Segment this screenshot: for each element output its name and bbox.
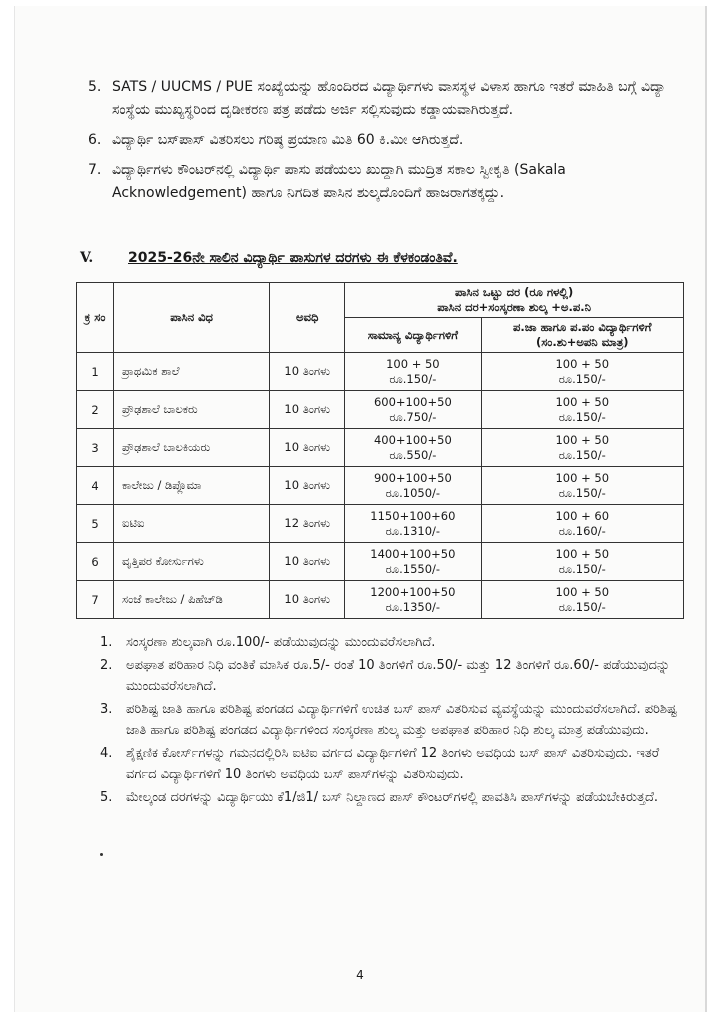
list-item [88,76,678,122]
cell-period: 12 ತಿಂಗಳು [270,505,345,543]
cell-scst-fee-calc: 100 + 50 [555,470,610,485]
notes-list [100,632,680,810]
cell-scst-fee-total: ರೂ.150/- [558,599,606,614]
cell-scst-fee-total: ರೂ.150/- [558,409,606,424]
cell-general-fee-calc: 400+100+50 [373,432,452,447]
fee-table-body [77,353,684,619]
header-scst-line2: (ಸಂ.ಶು+ಅಪನಿ ಮಾತ್ರ) [535,335,629,349]
item-number: 2. [100,658,113,673]
cell-sl: 6 [77,543,114,581]
cell-scst-fee-total: ರೂ.150/- [558,561,606,576]
item-text: ವಿದ್ಯಾರ್ಥಿಗಳು ಕೌಂಟರ್‌ನಲ್ಲಿ ವಿದ್ಯಾರ್ಥಿ ಪಾಸು ಪಡೆಯಲು ಖುದ್ದಾಗಿ ಮುದ್ರಿತ ಸಕಾಲ ಸ್ವೀಕೃತಿ (Sakala Acknowledgement) ಹಾಗೂ ನಿಗದಿತ ಪಾಸಿನ ಶುಲ್ಕದೊಂದಿಗೆ ಹಾಜರಾಗತಕ್ಕದ್ದು. [112,162,566,201]
cell-general-fee [345,353,481,391]
item-text: ಶೈಕ್ಷಣಿಕ ಕೋರ್ಸ್‌ಗಳನ್ನು ಗಮನದಲ್ಲಿರಿಸಿ ಐಟಿಐ ವರ್ಗದ ವಿದ್ಯಾರ್ಥಿಗಳಿಗೆ 12 ತಿಂಗಳು ಅವಧಿಯ ಬಸ್ ಪಾಸ್ ವಿತರಿಸುವುದು. ಇತರೆ ವರ್ಗದ ವಿದ್ಯಾರ್ಥಿಗಳಿಗೆ 10 ತಿಂಗಳು ಅವಧಿಯ ಬಸ್ ಪಾಸ್‌ಗಳನ್ನು ವಿತರಿಸುವುದು. [126,746,660,782]
cell-scst-fee [481,391,684,429]
cell-general-fee-calc: 1200+100+50 [370,584,456,599]
cell-scst-fee [481,467,684,505]
cell-pass-type: ಪ್ರೌಢಶಾಲೆ ಬಾಲಕಿಯರು [114,429,270,467]
list-item [88,129,678,152]
cell-period: 10 ತಿಂಗಳು [270,391,345,429]
header-total-line1: ಪಾಸಿನ ಒಟ್ಟು ದರ (ರೂ ಗಳಲ್ಲಿ) [454,285,574,299]
item-text: SATS / UUCMS / PUE ಸಂಖ್ಯೆಯನ್ನು ಹೊಂದಿರದ ವಿದ್ಯಾರ್ಥಿಗಳು ವಾಸಸ್ಥಳ ವಿಳಾಸ ಹಾಗೂ ಇತರೆ ಮಾಹಿತಿ ಬಗ್ಗೆ ವಿದ್ಯಾ ಸಂಸ್ಥೆಯ ಮುಖ್ಯಸ್ಥರಿಂದ ದೃಡೀಕರಣ ಪತ್ರ ಪಡೆದು ಅರ್ಜಿ ಸಲ್ಲಿಸುವುದು ಕಡ್ಡಾಯವಾಗಿರುತ್ತದೆ. [112,79,666,118]
cell-scst-fee [481,543,684,581]
cell-scst-fee-calc: 100 + 50 [555,394,610,409]
cell-general-fee-calc: 1150+100+60 [370,508,456,523]
cell-general-fee [345,429,481,467]
cell-sl: 2 [77,391,114,429]
item-text: ಮೇಲ್ಕಂಡ ದರಗಳನ್ನು ವಿದ್ಯಾರ್ಥಿಯು ಕೆ1/ಜಿ1/ ಬಸ್ ನಿಲ್ದಾಣದ ಪಾಸ್ ಕೌಂಟರ್‌ಗಳಲ್ಲಿ ಪಾವತಿಸಿ ಪಾಸ್‌ಗಳನ್ನು ಪಡೆಯಬೇಕಿರುತ್ತದೆ. [126,790,659,805]
header-total-line2: ಪಾಸಿನ ದರ+ಸಂಸ್ಕರಣಾ ಶುಲ್ಕ +ಅ.ಪ.ನಿ [437,300,591,314]
page-number: 4 [356,968,364,982]
cell-general-fee-total: ರೂ.750/- [389,409,437,424]
cell-pass-type: ವೃತ್ತಿಪರ ಕೋರ್ಸುಗಳು [114,543,270,581]
cell-general-fee-total: ರೂ.1550/- [385,561,441,576]
cell-period: 10 ತಿಂಗಳು [270,429,345,467]
cell-scst-fee-total: ರೂ.150/- [558,447,606,462]
item-text: ಪರಿಶಿಷ್ಟ ಜಾತಿ ಹಾಗೂ ಪರಿಶಿಷ್ಟ ಪಂಗಡದ ವಿದ್ಯಾರ್ಥಿಗಳಿಗೆ ಉಚಿತ ಬಸ್ ಪಾಸ್ ವಿತರಿಸುವ ವ್ಯವಸ್ಥೆಯನ್ನು ಮುಂದುವರೆಸಲಾಗಿದೆ. ಪರಿಶಿಷ್ಟ ಜಾತಿ ಹಾಗೂ ಪರಿಶಿಷ್ಟ ಪಂಗಡದ ವಿದ್ಯಾರ್ಥಿಗಳಿಂದ ಸಂಸ್ಕರಣಾ ಶುಲ್ಕ ಮತ್ತು ಅಪಘಾತ ಪರಿಹಾರ ನಿಧಿ ಶುಲ್ಕ ಮಾತ್ರ ಪಡೆಯುವುದು. [126,702,677,738]
item-number: 5. [88,79,102,95]
list-item [100,632,680,653]
cell-pass-type: ಪ್ರಾಥಮಿಕ ಶಾಲೆ [114,353,270,391]
cell-pass-type: ಕಾಲೇಜು / ಡಿಪ್ಲೊಮಾ [114,467,270,505]
header-sl: ಕ್ರ ಸಂ [77,283,114,353]
cell-sl: 7 [77,581,114,619]
cell-scst-fee-calc: 100 + 60 [555,508,610,523]
cell-scst-fee-calc: 100 + 50 [555,584,610,599]
header-general: ಸಾಮಾನ್ಯ ವಿದ್ಯಾರ್ಥಿಗಳಿಗೆ [345,318,481,353]
table-row [77,543,684,581]
table-row [77,353,684,391]
item-number: 1. [100,635,113,650]
cell-scst-fee-total: ರೂ.150/- [558,371,606,386]
cell-general-fee [345,505,481,543]
list-item [100,743,680,785]
cell-sl: 3 [77,429,114,467]
section-heading [80,250,680,266]
cell-general-fee-total: ರೂ.1350/- [385,599,441,614]
list-item [100,699,680,741]
table-row [77,505,684,543]
cell-scst-fee [481,505,684,543]
cell-scst-fee-calc: 100 + 50 [555,356,610,371]
cell-scst-fee [481,429,684,467]
item-text: ಅಪಘಾತ ಪರಿಹಾರ ನಿಧಿ ವಂತಿಕೆ ಮಾಸಿಕ ರೂ.5/- ರಂತೆ 10 ತಿಂಗಳಿಗೆ ರೂ.50/- ಮತ್ತು 12 ತಿಂಗಳಿಗೆ ರೂ.60/- ಪಡೆಯುವುದನ್ನು ಮುಂದುವರೆಸಲಾಗಿದೆ. [126,658,670,694]
cell-general-fee-calc: 100 + 50 [386,356,440,371]
header-scst [481,318,684,353]
cell-period: 10 ತಿಂಗಳು [270,581,345,619]
section-title: 2025-26ನೇ ಸಾಲಿನ ವಿದ್ಯಾರ್ಥಿ ಪಾಸುಗಳ ದರಗಳು ಈ ಕೆಳಕಂಡಂತಿವೆ. [128,250,458,266]
item-number: 6. [88,132,102,148]
item-number: 5. [100,790,113,805]
pass-fee-table [76,282,684,619]
cell-scst-fee-total: ರೂ.150/- [558,485,606,500]
table-row [77,429,684,467]
table-row [77,467,684,505]
table-row [77,581,684,619]
list-item [88,159,678,205]
cell-period: 10 ತಿಂಗಳು [270,467,345,505]
cell-period: 10 ತಿಂಗಳು [270,353,345,391]
cell-scst-fee-calc: 100 + 50 [555,432,610,447]
section-number: V. [80,250,94,266]
header-period: ಅವಧಿ [270,283,345,353]
list-item [100,655,680,697]
item-number: 7. [88,162,102,178]
cell-scst-fee-total: ರೂ.160/- [558,523,606,538]
cell-general-fee-calc: 600+100+50 [373,394,452,409]
cell-general-fee [345,543,481,581]
header-pass-type: ಪಾಸಿನ ವಿಧ [114,283,270,353]
cell-sl: 1 [77,353,114,391]
cell-general-fee-total: ರೂ.150/- [389,371,437,386]
cell-sl: 4 [77,467,114,505]
cell-general-fee [345,467,481,505]
header-scst-line1: ಪ.ಜಾ ಹಾಗೂ ಪ.ಪಂ ವಿದ್ಯಾರ್ಥಿಗಳಿಗೆ [513,320,652,334]
cell-sl: 5 [77,505,114,543]
item-number: 3. [100,702,113,717]
cell-general-fee-calc: 900+100+50 [373,470,452,485]
cell-period: 10 ತಿಂಗಳು [270,543,345,581]
cell-general-fee [345,581,481,619]
cell-general-fee-calc: 1400+100+50 [370,546,456,561]
cell-pass-type: ಪ್ರೌಢಶಾಲೆ ಬಾಲಕರು [114,391,270,429]
cell-general-fee-total: ರೂ.1050/- [385,485,441,500]
item-number: 4. [100,746,113,761]
list-item [100,787,680,808]
table-row [77,391,684,429]
cell-general-fee [345,391,481,429]
header-total-fee [345,283,684,318]
top-conditions-list [88,76,678,212]
cell-scst-fee [481,581,684,619]
cell-scst-fee-calc: 100 + 50 [555,546,610,561]
item-text: ವಿದ್ಯಾರ್ಥಿ ಬಸ್‌ಪಾಸ್ ವಿತರಿಸಲು ಗರಿಷ್ಠ ಪ್ರಯಾಣ ಮಿತಿ 60 ಕಿ.ಮೀ ಆಗಿರುತ್ತದೆ. [112,132,464,148]
cell-pass-type: ಸಂಜೆ ಕಾಲೇಜು / ಪಿಹೆಚ್‌ಡಿ [114,581,270,619]
scan-dot [100,853,103,856]
cell-pass-type: ಐಟಿಐ [114,505,270,543]
cell-general-fee-total: ರೂ.1310/- [385,523,441,538]
cell-scst-fee [481,353,684,391]
cell-general-fee-total: ರೂ.550/- [389,447,437,462]
item-text: ಸಂಸ್ಕರಣಾ ಶುಲ್ಕವಾಗಿ ರೂ.100/- ಪಡೆಯುವುದನ್ನು ಮುಂದುವರೆಸಲಾಗಿದೆ. [126,635,436,650]
